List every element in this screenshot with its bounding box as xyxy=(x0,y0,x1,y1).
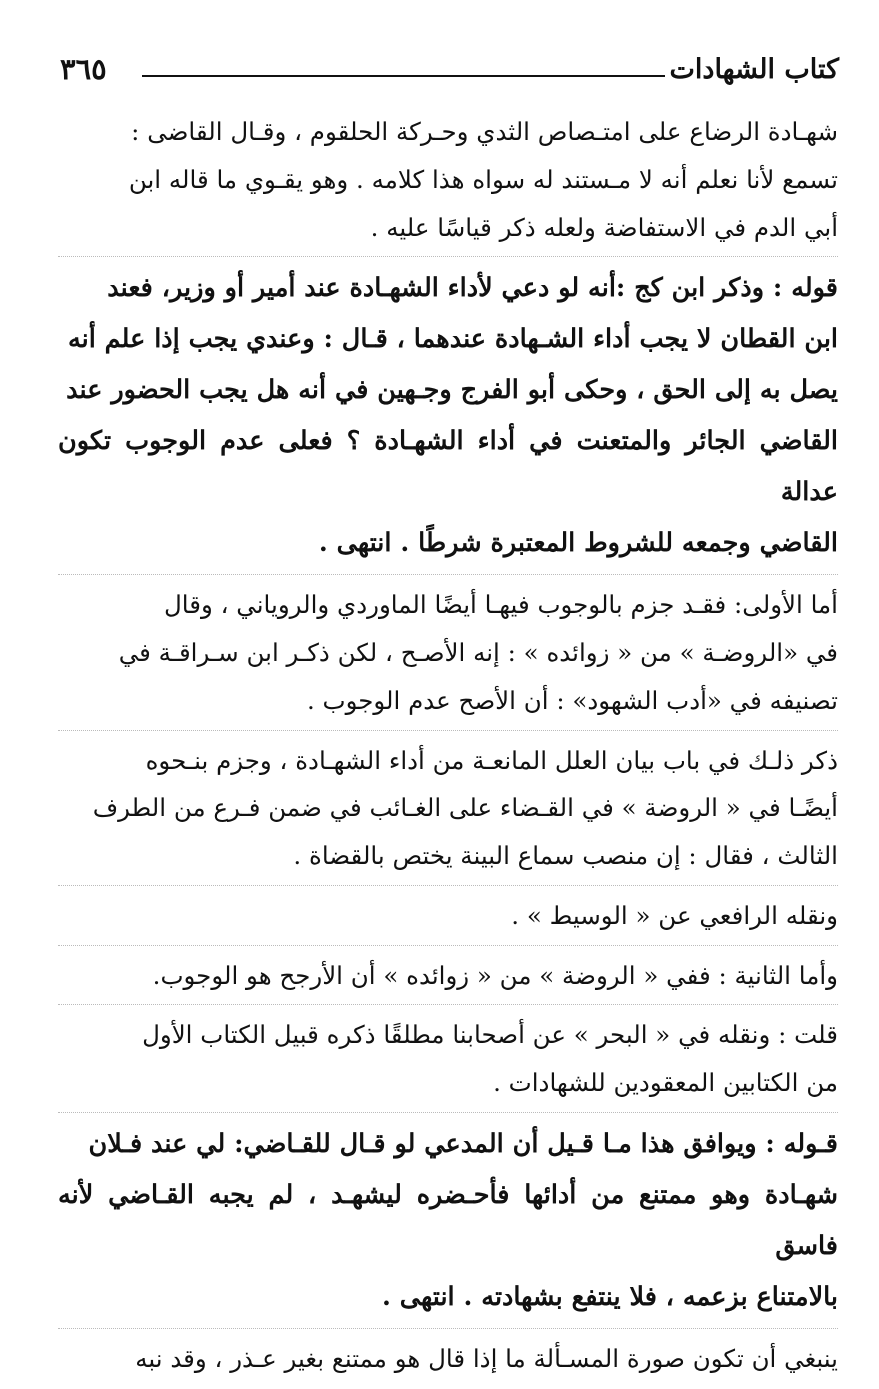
divider xyxy=(58,945,838,946)
paragraph: ذكر ذلـك في باب بيان العلل المانعـة من أداء الشهـادة ، وجزم بنـحوه أيضًـا في « الروضة » في القـضاء على الغـائب في ضمن فـرع من الطرف الثالث ، فقال : إن منصب سماع البينة يختص بالقضاة . xyxy=(92,745,838,871)
paragraph: أما الأولى: فقـد جزم بالوجوب فيهـا أيضًا الماوردي والروياني ، وقال في «الروضـة » من « زوائده » : إنه الأصـح ، لكن ذكـر ابن سـراقـة في تصنيفه في «أدب الشهود» : أن الأصح عدم الوجوب . xyxy=(118,590,838,715)
divider xyxy=(58,885,838,886)
divider xyxy=(58,1004,838,1005)
divider xyxy=(58,730,838,731)
paragraph: ينبغي أن تكون صورة المسـألة ما إذا قال هو ممتنع بغير عـذر ، وقد نبه xyxy=(135,1343,838,1373)
divider xyxy=(58,1328,838,1329)
divider xyxy=(58,574,838,575)
running-title: كتاب الشهادات xyxy=(669,54,839,85)
page-body xyxy=(58,108,838,1383)
quoted-paragraph: قـوله : ويوافق هذا مـا قـيل أن المدعي لو قـال للقـاضي: لي عند فـلان شهـادة وهو ممتنع من أدائها فأحـضره ليشهـد ، لم يجبه القـاضي لأنه فاسق بالامتناع بزعمه ، فلا ينتفع بشهادته . انتهى . xyxy=(58,1128,838,1312)
divider xyxy=(58,1112,838,1113)
paragraph: ونقله الرافعي عن « الوسيط » . xyxy=(511,900,838,930)
page-number: ٣٦٥ xyxy=(60,52,107,86)
divider xyxy=(58,256,838,257)
paragraph: قلت : ونقله في « البحر » عن أصحابنا مطلقًا ذكره قبيل الكتاب الأول من الكتابين المعقودين للشهادات . xyxy=(142,1020,838,1098)
header-rule xyxy=(142,75,665,77)
quoted-paragraph: قوله : وذكر ابن كج :أنه لو دعي لأداء الشهـادة عند أمير أو وزير، فعند ابن القطان لا يجب أداء الشـهادة عندهما ، قـال : وعندي يجب إذا علم أنه يصل به إلى الحق ، وحكى أبو الفرج وجـهين في أنه هل يجب الحضور عند القاضي الجائر والمتعنت في أداء الشهـادة ؟ فعلى عدم الوجوب تكون عدالة القاضي وجمعه للشروط المعتبرة شرطًا . انتهى . xyxy=(58,273,838,559)
page-header xyxy=(60,50,839,100)
paragraph: شهـادة الرضاع على امتـصاص الثدي وحـركة الحلقوم ، وقـال القاضى : تسمع لأنا نعلم أنه لا مـستند له سواه هذا كلامه . وهو يقـوي ما قاله ابن أبي الدم في الاستفاضة ولعله ذكر قياسًا عليه . xyxy=(128,117,838,242)
paragraph: وأما الثانية : ففي « الروضة » من « زوائده » أن الأرجح هو الوجوب. xyxy=(152,960,838,990)
